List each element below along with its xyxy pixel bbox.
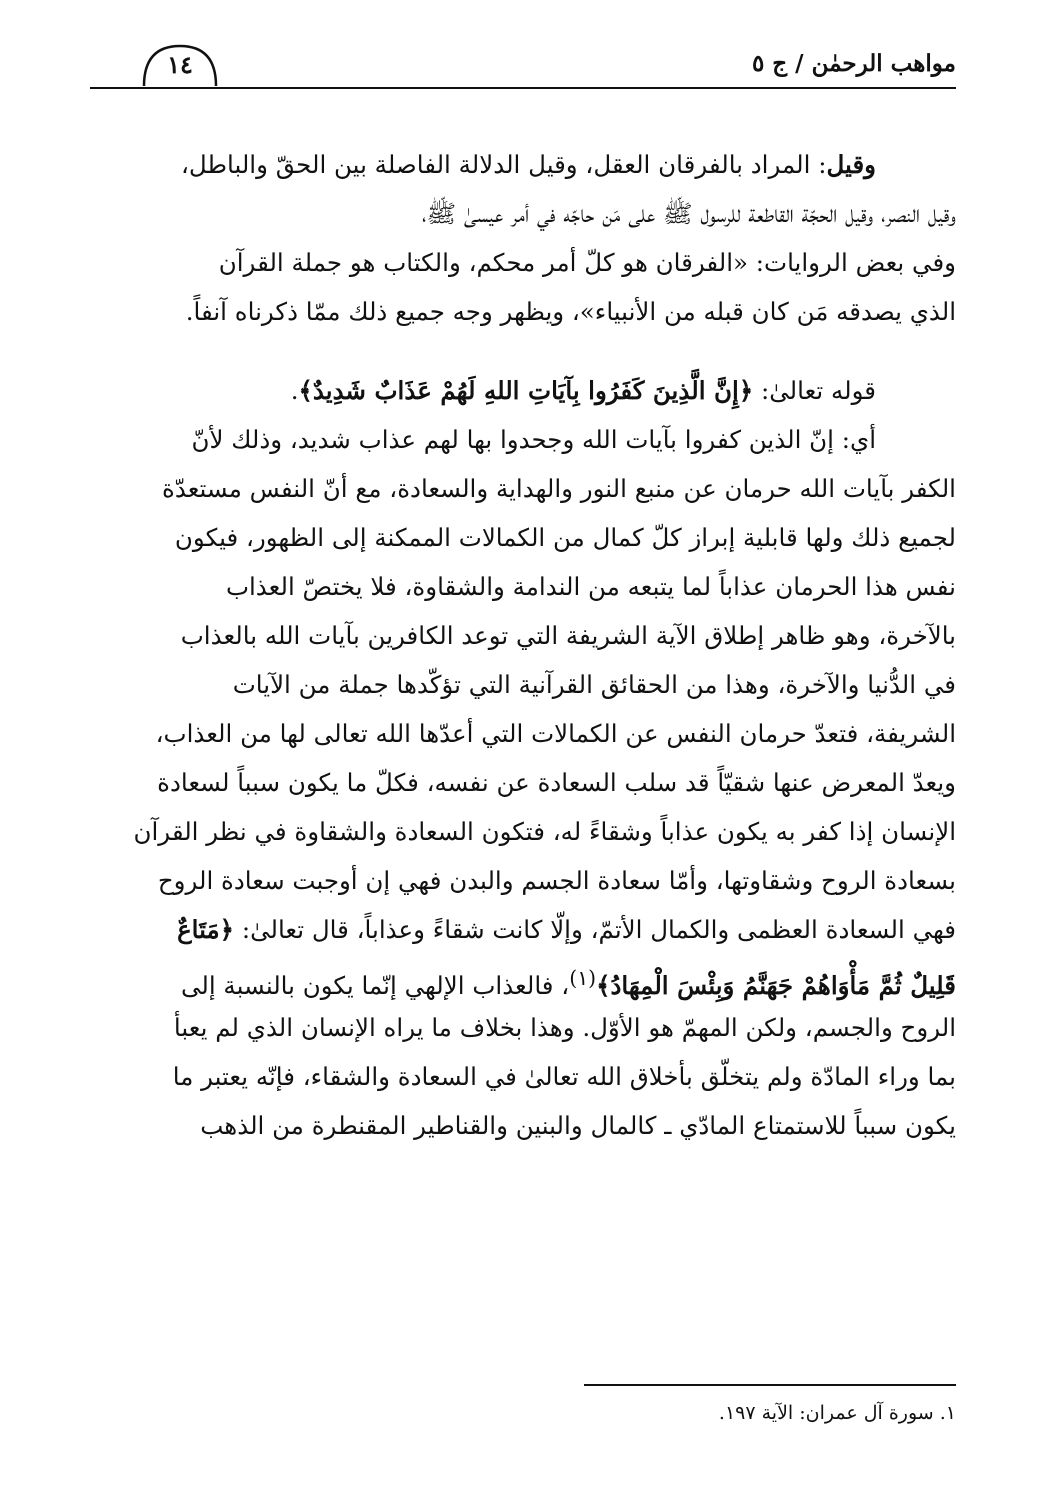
text-line: وقيل النصر، وقيل الحجّة القاطعة للرسول ﷺ على مَن حاجّه في أمر عيسىٰ ﷺ، bbox=[421, 199, 956, 228]
footnote-rule bbox=[584, 1384, 956, 1386]
page-number: ١٤ bbox=[167, 50, 193, 79]
line-text: فهي السعادة العظمى والكمال الأتمّ، وإلّا كانت شقاءً وعذاباً، قال تعالىٰ: bbox=[241, 915, 956, 944]
text-line: الشريفة، فتعدّ حرمان النفس عن الكمالات التي أعدّها الله تعالى لها من العذاب، bbox=[155, 719, 956, 748]
text-line bbox=[97, 140, 956, 189]
text-line bbox=[97, 366, 956, 415]
text-line: الذي يصدقه مَن كان قبله من الأنبياء»، ويظهر وجه جميع ذلك ممّا ذكرناه آنفاً. bbox=[185, 297, 956, 326]
footnote: ١. سورة آل عمران: الآية ١٩٧. bbox=[718, 1402, 956, 1424]
text-line: نفس هذا الحرمان عذاباً لما يتبعه من الندامة والشقاوة، فلا يختصّ العذاب bbox=[225, 572, 956, 601]
text-line: الإنسان إذا كفر به يكون عذاباً وشقاءً له، فتكون السعادة والشقاوة في نظر القرآن bbox=[133, 817, 956, 846]
verse-heading bbox=[97, 366, 956, 415]
quran-verse: ﴿مَتَاعٌ bbox=[177, 915, 235, 944]
text-line: بسعادة الروح وشقاوتها، وأمّا سعادة الجسم والبدن فهي إن أوجبت سعادة الروح bbox=[157, 866, 956, 895]
paragraph-1 bbox=[97, 140, 956, 336]
text-line: بالآخرة، وهو ظاهر إطلاق الآية الشريفة التي توعد الكافرين بآيات الله بالعذاب bbox=[180, 621, 956, 650]
line-text: ، فالعذاب الإلهي إنّما يكون بالنسبة إلى bbox=[180, 971, 570, 1001]
text-line bbox=[97, 905, 956, 954]
text-line bbox=[97, 954, 956, 1003]
text-line: يكون سبباً للاستمتاع المادّي ـ كالمال والبنين والقناطير المقنطرة من الذهب bbox=[200, 1111, 956, 1140]
quran-verse: ﴿إِنَّ الَّذِينَ كَفَرُوا بِآيَاتِ اللهِ لَهُمْ عَذَابٌ شَدِيدٌ﴾ bbox=[298, 376, 754, 405]
text-line: بما وراء المادّة ولم يتخلّق بأخلاق الله تعالىٰ في السعادة والشقاء، فإنّه يعتبر ما bbox=[172, 1062, 956, 1091]
running-title: مواهب الرحمٰن / ج ٥ bbox=[751, 50, 956, 77]
page-header bbox=[90, 40, 956, 100]
paragraph-2 bbox=[97, 415, 956, 1150]
line-text: : المراد بالفرقان العقل، وقيل الدلالة الفاصلة بين الحقّ والباطل، bbox=[181, 150, 827, 179]
header-rule bbox=[90, 87, 956, 89]
text-line: الروح والجسم، ولكن المهمّ هو الأوّل. وهذا بخلاف ما يراه الإنسان الذي لم يعبأ bbox=[173, 1013, 956, 1042]
page-number-badge bbox=[140, 40, 220, 94]
body-text bbox=[97, 140, 956, 1150]
footnote-ref: (١) bbox=[569, 966, 597, 990]
verse-end: . bbox=[290, 376, 299, 405]
text-line: لجميع ذلك ولها قابلية إبراز كلّ كمال من الكمالات الممكنة إلى الظهور، فيكون bbox=[174, 523, 956, 552]
quran-verse: قَلِيلٌ ثُمَّ مَأْوَاهُمْ جَهَنَّمُ وَبِئْسَ الْمِهَادُ﴾ bbox=[596, 971, 956, 1001]
text-line: في الدُّنيا والآخرة، وهذا من الحقائق القرآنية التي تؤكّدها جملة من الآيات bbox=[232, 670, 956, 699]
text-line: أي: إنّ الذين كفروا بآيات الله وجحدوا بها لهم عذاب شديد، وذلك لأنّ bbox=[191, 425, 876, 454]
lead-word: وقيل bbox=[826, 150, 876, 179]
text-line: ويعدّ المعرض عنها شقيّاً قد سلب السعادة عن نفسه، فكلّ ما يكون سبباً لسعادة bbox=[157, 768, 956, 797]
verse-intro: قوله تعالىٰ: bbox=[761, 376, 876, 405]
text-line: وفي بعض الروايات: «الفرقان هو كلّ أمر محكم، والكتاب هو جملة القرآن bbox=[218, 248, 956, 277]
text-line: الكفر بآيات الله حرمان عن منبع النور والهداية والسعادة، مع أنّ النفس مستعدّة bbox=[162, 474, 956, 503]
